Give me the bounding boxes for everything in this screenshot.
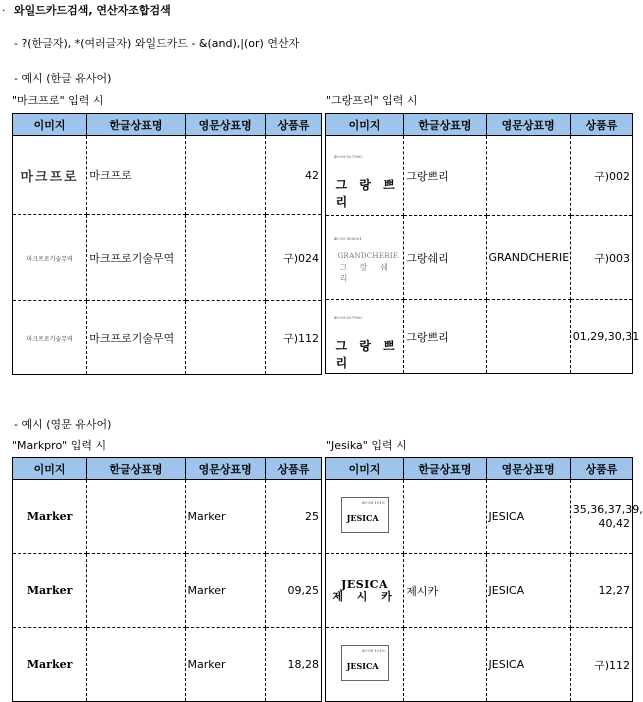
markpro-en-caption: "Markpro" 입력 시 (12, 439, 107, 452)
trademark-image (326, 300, 404, 374)
trademark-image (326, 216, 404, 300)
trademark-image-text: Marker (26, 584, 73, 597)
col-english-name: 영문상표명 (486, 458, 570, 480)
korean-name-cell: 마크프로 (87, 136, 185, 215)
class-cell: 구)002 (570, 136, 632, 216)
class-cell: 01,29,30,31 (570, 300, 632, 374)
table-row[interactable] (326, 480, 633, 554)
trademark-image-text: 마크프로기술무역 (26, 336, 73, 343)
table-row[interactable] (13, 136, 322, 215)
class-cell (570, 480, 643, 554)
trademark-image (13, 628, 87, 702)
korean-name-cell (87, 554, 185, 628)
class-cell: 09,25 (265, 554, 321, 628)
col-english-name: 영문상표명 (486, 114, 570, 136)
english-name-cell: Marker (185, 480, 265, 554)
english-name-cell (185, 215, 265, 301)
col-class: 상품류 (265, 458, 321, 480)
korean-name-cell (404, 480, 486, 554)
korean-example-label: - 예시 (한글 유사어) (14, 72, 112, 85)
english-name-cell: JESICA (486, 480, 570, 554)
korean-name-cell: 제시카 (404, 554, 486, 628)
english-name-cell (486, 136, 570, 216)
trademark-image (13, 480, 87, 554)
title-bullet: · (2, 4, 6, 17)
table-row[interactable] (13, 480, 322, 554)
trademark-image-text: 마크프로기술무역 (26, 256, 73, 263)
trademark-image-english: GRANDCHERIE (337, 251, 399, 260)
col-image: 이미지 (326, 458, 404, 480)
trademark-image (326, 628, 404, 702)
english-name-cell: GRANDCHERIE (486, 216, 570, 300)
trademark-image-frame (341, 645, 389, 681)
col-english-name: 영문상표명 (185, 458, 265, 480)
korean-name-cell (404, 628, 486, 702)
class-cell: 구)112 (570, 628, 632, 702)
english-name-cell: JESICA (486, 554, 570, 628)
trademark-image (13, 136, 87, 215)
trademark-image-number: 40-93-027900 (333, 314, 362, 320)
col-image: 이미지 (13, 114, 87, 136)
table-header-row (13, 114, 322, 136)
english-name-cell: Marker (185, 554, 265, 628)
table-row[interactable] (13, 628, 322, 702)
trademark-image-english: JESICA (341, 577, 389, 591)
trademark-image (13, 554, 87, 628)
korean-name-cell (87, 480, 185, 554)
table-row[interactable] (326, 554, 633, 628)
col-image: 이미지 (326, 114, 404, 136)
col-english-name: 영문상표명 (185, 114, 265, 136)
english-name-cell (185, 301, 265, 375)
page-title (2, 2, 171, 18)
jesika-caption: "Jesika" 입력 시 (326, 439, 407, 452)
trademark-image-number: 40-92-000001 (333, 235, 362, 241)
trademark-image-number: 40-94-1016 (361, 648, 385, 653)
col-korean-name: 한글상표명 (87, 114, 185, 136)
korean-name-cell: 그랑쉐리 (404, 216, 486, 300)
english-name-cell (185, 136, 265, 215)
class-cell: 18,28 (265, 628, 321, 702)
markpro-en-results-table (12, 457, 322, 702)
trademark-image-text: Marker (26, 658, 73, 671)
korean-name-cell: 마크프로기술무역 (87, 301, 185, 375)
class-cell: 구)112 (265, 301, 321, 375)
table-row[interactable] (13, 215, 322, 301)
korean-name-cell: 마크프로기술무역 (87, 215, 185, 301)
trademark-image (13, 301, 87, 375)
markpro-caption: "마크프로" 입력 시 (12, 94, 104, 107)
col-korean-name: 한글상표명 (404, 458, 486, 480)
col-korean-name: 한글상표명 (404, 114, 486, 136)
english-example-label: - 예시 (영문 유사어) (14, 418, 112, 431)
trademark-image (326, 136, 404, 216)
table-header-row (326, 114, 633, 136)
jesika-results-table (325, 457, 643, 702)
table-row[interactable] (326, 628, 633, 702)
trademark-image (326, 480, 404, 554)
english-name-cell: Marker (185, 628, 265, 702)
trademark-image (13, 215, 87, 301)
class-line: 40,42 (598, 516, 630, 530)
col-class: 상품류 (570, 458, 632, 480)
wildcard-description: - ?(한글자), *(여러글자) 와일드카드 - &(and),|(or) 연산자 (14, 37, 300, 50)
table-header-row (13, 458, 322, 480)
class-cell: 42 (265, 136, 321, 215)
trademark-image-text: JESICA (346, 513, 379, 523)
grandprix-results-table (325, 113, 640, 374)
title-text: 와일드카드검색, 연산자조합검색 (14, 4, 171, 17)
col-image: 이미지 (13, 458, 87, 480)
class-line: 35,36,37,39, (572, 502, 643, 516)
col-class: 상품류 (265, 114, 321, 136)
col-class: 상품류 (570, 114, 632, 136)
trademark-image-number: 40-93-027900 (333, 153, 362, 159)
trademark-image-frame (341, 497, 389, 533)
trademark-image-text: 마크프로 (20, 169, 79, 185)
trademark-image-korean: 제 시 카 (332, 589, 397, 603)
table-row[interactable] (326, 216, 633, 300)
table-row[interactable] (326, 300, 633, 374)
trademark-image-text: 그 랑 쁘 리 (335, 177, 399, 209)
class-cell: 12,27 (570, 554, 632, 628)
korean-name-cell: 그랑쁘리 (404, 136, 486, 216)
trademark-image-text: 그 랑 쁘 리 (335, 338, 399, 370)
table-row[interactable] (13, 301, 322, 375)
table-header-row (326, 458, 633, 480)
english-name-cell: JESICA (486, 628, 570, 702)
class-cell: 구)024 (265, 215, 321, 301)
grandprix-caption: "그랑프리" 입력 시 (326, 94, 418, 107)
table-row[interactable] (326, 136, 633, 216)
class-cell: 25 (265, 480, 321, 554)
korean-name-cell: 그랑쁘리 (404, 300, 486, 374)
markpro-results-table (12, 113, 322, 375)
class-cell: 구)003 (570, 216, 632, 300)
trademark-image (326, 554, 404, 628)
col-korean-name: 한글상표명 (87, 458, 185, 480)
trademark-image-text: Marker (26, 510, 73, 523)
trademark-image-number: 40-94-1016 (361, 500, 385, 505)
table-row[interactable] (13, 554, 322, 628)
korean-name-cell (87, 628, 185, 702)
trademark-image-text: JESICA (346, 661, 379, 671)
english-name-cell (486, 300, 570, 374)
trademark-image-korean: 그 랑 쉐 리 (339, 262, 393, 283)
